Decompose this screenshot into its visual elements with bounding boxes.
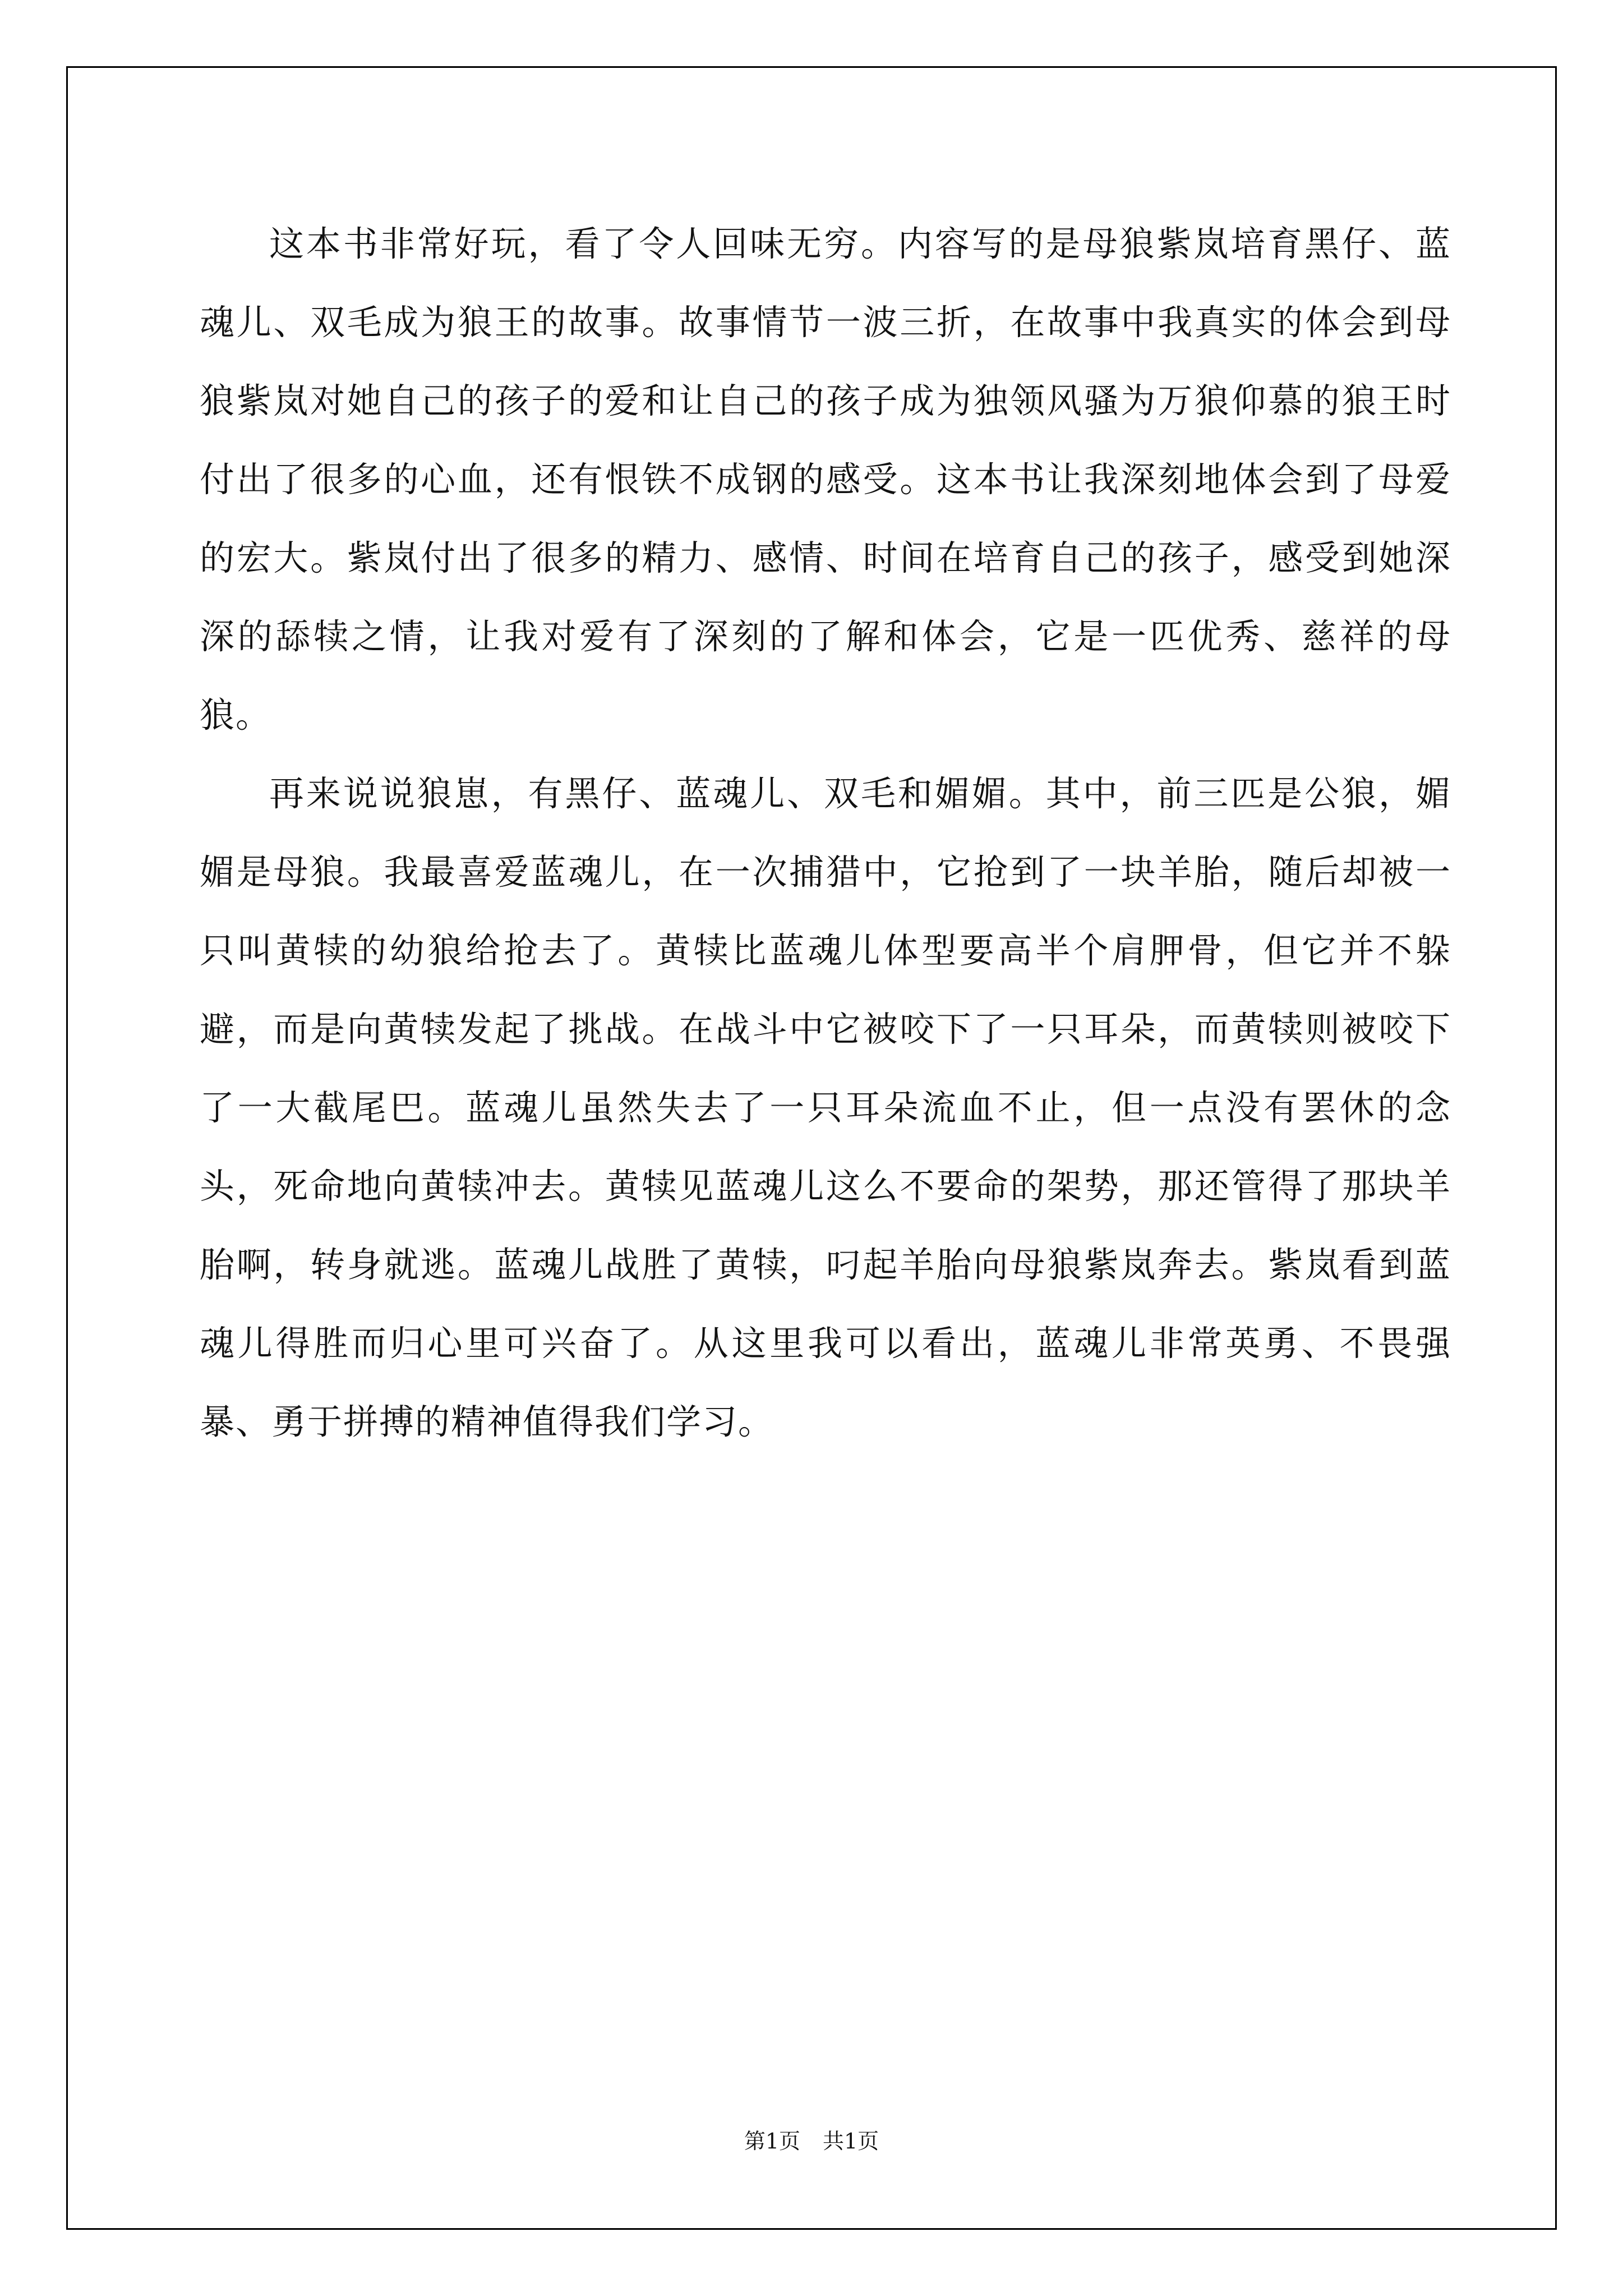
paragraph-1: 这本书非常好玩，看了令人回味无穷。内容写的是母狼紫岚培育黑仔、蓝魂儿、双毛成为狼王的故事。故事情节一波三折，在故事中我真实的体会到母狼紫岚对她自己的孩子的爱和让自己的孩子成为独领风骚为万狼仰慕的狼王时付出了很多的心血，还有恨铁不成钢的感受。这本书让我深刻地体会到了母爱的宏大。紫岚付出了很多的精力、感情、时间在培育自己的孩子，感受到她深深的舔犊之情，让我对爱有了深刻的了解和体会，它是一匹优秀、慈祥的母狼。	[200, 223, 1451, 735]
page-footer	[0, 2124, 1623, 2155]
paragraph-2: 再来说说狼崽，有黑仔、蓝魂儿、双毛和媚媚。其中，前三匹是公狼，媚媚是母狼。我最喜爱蓝魂儿，在一次捕猎中，它抢到了一块羊胎，随后却被一只叫黄犊的幼狼给抢去了。黄犊比蓝魂儿体型要高半个肩胛骨，但它并不躲避，而是向黄犊发起了挑战。在战斗中它被咬下了一只耳朵，而黄犊则被咬下了一大截尾巴。蓝魂儿虽然失去了一只耳朵流血不止，但一点没有罢休的念头，死命地向黄犊冲去。黄犊见蓝魂儿这么不要命的架势，那还管得了那块羊胎啊，转身就逃。蓝魂儿战胜了黄犊，叼起羊胎向母狼紫岚奔去。紫岚看到蓝魂儿得胜而归心里可兴奋了。从这里我可以看出，蓝魂儿非常英勇、不畏强暴、勇于拼搏的精神值得我们学习。	[200, 773, 1451, 1442]
document-body	[200, 205, 1451, 1461]
page-total: 共1页	[823, 2129, 879, 2154]
page-number: 第1页	[744, 2129, 800, 2154]
